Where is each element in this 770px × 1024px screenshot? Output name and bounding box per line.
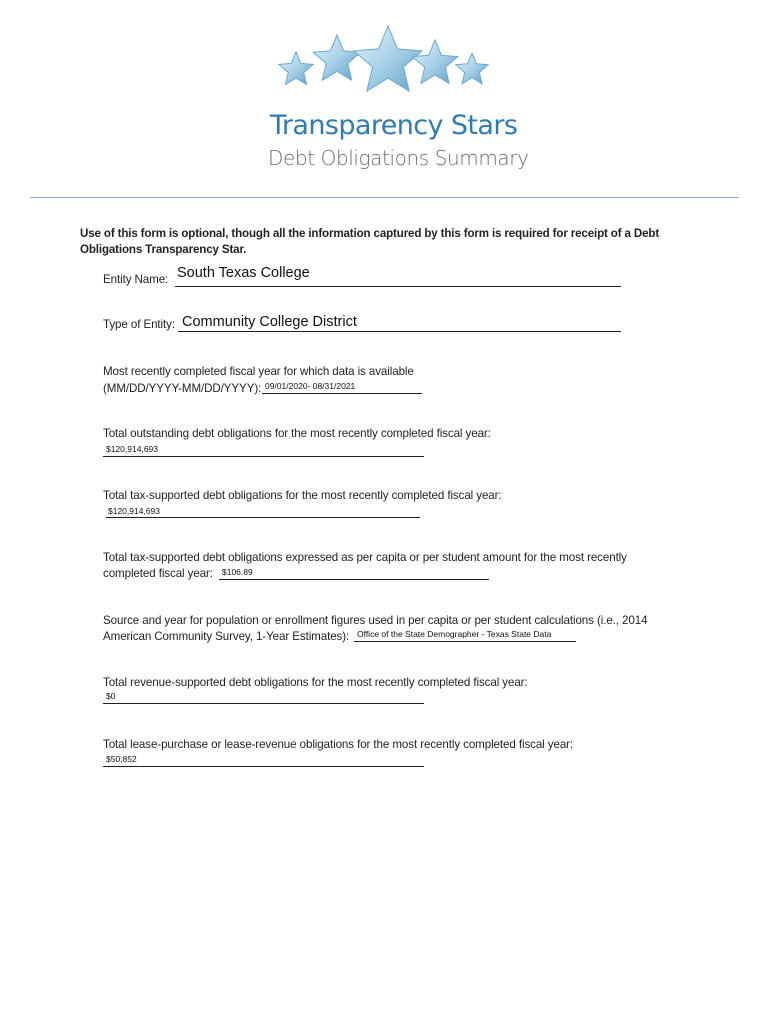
per-capita-label: Total tax-supported debt obligations expressed as per capita or per student amount for the most recently xyxy=(103,551,627,564)
source-value: Office of the State Demographer - Texas State Data xyxy=(357,629,552,639)
source-field[interactable] xyxy=(354,641,576,642)
entity-name-value: South Texas College xyxy=(177,265,310,281)
stars-logo-icon xyxy=(270,18,500,108)
entity-type-value: Community College District xyxy=(182,314,357,330)
tax-supported-field[interactable] xyxy=(106,517,420,518)
revenue-supported-label: Total revenue-supported debt obligations for the most recently completed fiscal year: xyxy=(103,676,528,689)
source-label-cont: American Community Survey, 1-Year Estimates): xyxy=(103,630,350,643)
brand-title: Transparency Stars xyxy=(270,110,518,141)
star-icon-5 xyxy=(456,53,488,84)
revenue-supported-value: $0 xyxy=(106,691,116,701)
fiscal-year-value: 09/01/2020- 08/31/2021 xyxy=(265,381,356,391)
total-outstanding-label: Total outstanding debt obligations for the most recently completed fiscal year: xyxy=(103,427,491,440)
entity-name-field[interactable] xyxy=(175,286,621,287)
star-icon-1 xyxy=(279,52,313,85)
per-capita-label-cont: completed fiscal year: xyxy=(103,567,213,580)
header-divider xyxy=(30,197,739,198)
lease-purchase-value: $50,852 xyxy=(106,754,137,764)
total-outstanding-field[interactable] xyxy=(103,456,424,457)
tax-supported-label: Total tax-supported debt obligations for the most recently completed fiscal year: xyxy=(103,489,502,502)
fiscal-year-format-label: (MM/DD/YYYY-MM/DD/YYYY): xyxy=(103,382,262,395)
per-capita-value: $106.89 xyxy=(222,567,253,577)
lease-purchase-label: Total lease-purchase or lease-revenue obligations for the most recently completed fiscal year: xyxy=(103,738,574,751)
fiscal-year-field[interactable] xyxy=(262,393,422,394)
fiscal-year-label: Most recently completed fiscal year for which data is available xyxy=(103,365,414,378)
brand-subtitle: Debt Obligations Summary xyxy=(268,146,529,170)
entity-name-label: Entity Name: xyxy=(103,273,169,286)
lease-purchase-field[interactable] xyxy=(103,766,424,767)
form-instructions: Use of this form is optional, though all the information captured by this form is required for receipt of a Debt Obligations Transparency Star. xyxy=(80,227,660,256)
entity-type-field[interactable] xyxy=(178,331,621,332)
entity-type-label: Type of Entity: xyxy=(103,318,175,331)
revenue-supported-field[interactable] xyxy=(103,703,424,704)
tax-supported-value: $120,914,693 xyxy=(108,506,160,516)
star-icon-3 xyxy=(354,26,422,91)
star-icon-4 xyxy=(412,40,458,83)
star-icon-2 xyxy=(313,35,361,80)
source-label: Source and year for population or enrollment figures used in per capita or per student calculations (i.e., 2014 xyxy=(103,614,648,627)
per-capita-field[interactable] xyxy=(219,579,489,580)
total-outstanding-value: $120,914,693 xyxy=(106,444,158,454)
